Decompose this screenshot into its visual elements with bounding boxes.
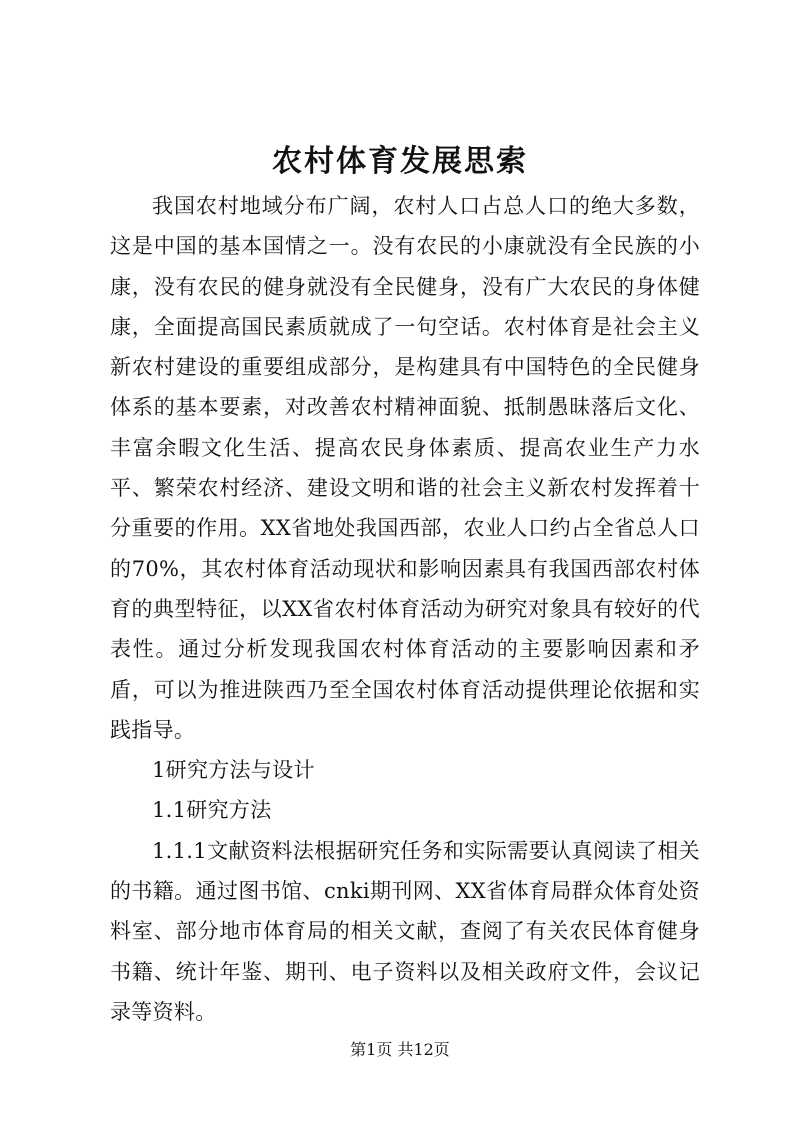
- document-body: [110, 186, 700, 1032]
- section-heading: 1研究方法与设计: [152, 758, 315, 783]
- document-title: 农村体育发展思索: [272, 144, 528, 179]
- intro-paragraph: 我国农村地域分布广阔，农村人口占总人口的绝大多数，这是中国的基本国情之一。没有农民的小康就没有全民族的小康，没有农民的健身就没有全民健身，没有广大农民的身体健康，全面提高国民素质就成了一句空话。农村体育是社会主义新农村建设的重要组成部分，是构建具有中国特色的全民健身体系的基本要素，对改善农村精神面貌、抵制愚昧落后文化、丰富余暇文化生活、提高农民身体素质、提高农业生产力水平、繁荣农村经济、建设文明和谐的社会主义新农村发挥着十分重要的作用。XX省地处我国西部，农业人口约占全省总人口的70%，其农村体育活动现状和影响因素具有我国西部农村体育的典型特征，以XX省农村体育活动为研究对象具有较好的代表性。通过分析发现我国农村体育活动的主要影响因素和矛盾，可以为推进陕西乃至全国农村体育活动提供理论依据和实践指导。: [110, 194, 700, 742]
- subsection-heading: 1.1研究方法: [152, 798, 272, 823]
- method-paragraph: 1.1.1文献资料法根据研究任务和实际需要认真阅读了相关的书籍。通过图书馆、cnki期刊网、XX省体育局群众体育处资料室、部分地市体育局的相关文献，查阅了有关农民体育健身书籍、统计年鉴、期刊、电子资料以及相关政府文件，会议记录等资料。: [110, 838, 700, 1024]
- page-number-footer: 第1页 共12页: [350, 1040, 450, 1059]
